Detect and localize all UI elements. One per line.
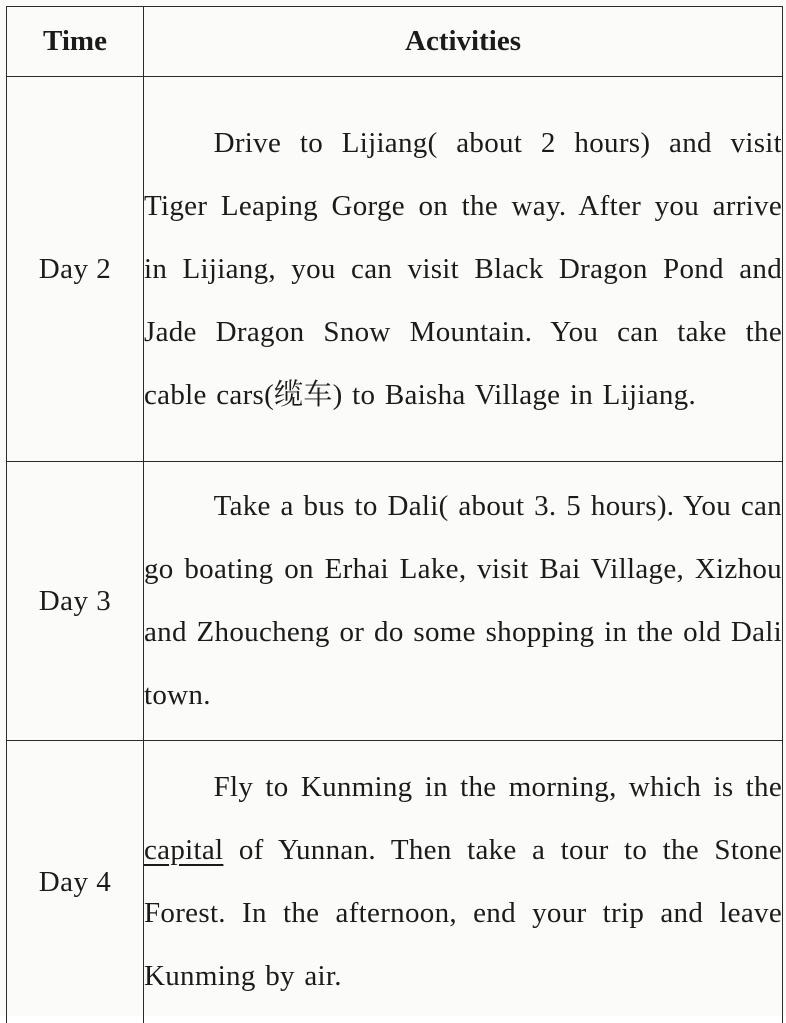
activities-text xyxy=(144,756,782,1008)
table-row xyxy=(7,77,783,462)
activities-text-part: of Yunnan. Then take a tour to the Stone Forest. In the afternoon, end your trip and leave Kunming by air. xyxy=(144,834,782,992)
activities-cell xyxy=(144,462,783,741)
time-column-header: Time xyxy=(7,7,144,77)
activities-text: Take a bus to Dali( about 3. 5 hours). You can go boating on Erhai Lake, visit Bai Village, Xizhou and Zhoucheng or do some shopping in the old Dali town. xyxy=(144,475,782,727)
table-row xyxy=(7,462,783,741)
day-label: Day 2 xyxy=(7,77,144,462)
underlined-word: capital xyxy=(144,834,223,866)
activities-text-part: Fly to Kunming in the morning, which is the xyxy=(214,771,782,803)
table-row xyxy=(7,741,783,1023)
header-row xyxy=(7,7,783,77)
day-label: Day 4 xyxy=(7,741,144,1023)
itinerary-table xyxy=(6,6,783,1023)
activities-cell xyxy=(144,77,783,462)
activities-text: Drive to Lijiang( about 2 hours) and visit Tiger Leaping Gorge on the way. After you arrive in Lijiang, you can visit Black Dragon Pond and Jade Dragon Snow Mountain. You can take the cable cars(缆车) to Baisha Village in Lijiang. xyxy=(144,112,782,427)
activities-cell xyxy=(144,741,783,1023)
table-body xyxy=(7,77,783,1023)
day-label: Day 3 xyxy=(7,462,144,741)
table-header xyxy=(7,7,783,77)
activities-column-header: Activities xyxy=(144,7,783,77)
